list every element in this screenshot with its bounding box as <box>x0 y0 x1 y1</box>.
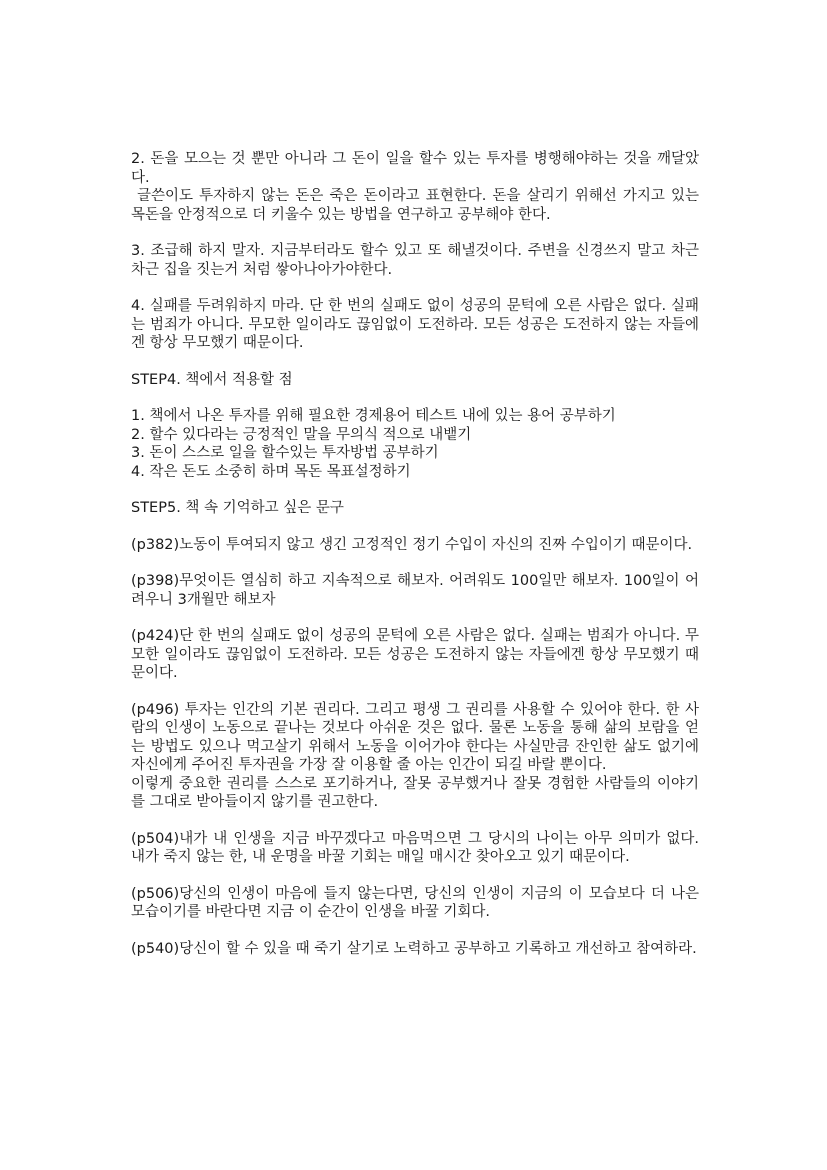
quote-p424: (p424)단 한 번의 실패도 없이 성공의 문턱에 오른 사람은 없다. 실패는 범죄가 아니다. 무모한 일이라도 끊임없이 도전하라. 모든 성공은 도전하지 않는 자들에겐 항상 무모했기 때문이다. <box>131 628 699 681</box>
lesson-item-3: 3. 조급해 하지 말자. 지금부터라도 할수 있고 또 해낼것이다. 주변을 신경쓰지 말고 차근차근 집을 짓는거 처럼 쌓아나아가야한다. <box>131 243 699 278</box>
step4-item-2: 2. 할수 있다라는 긍정적인 말을 무의식 적으로 내뱉기 <box>131 426 472 443</box>
quote-p540: (p540)당신이 할 수 있을 때 죽기 살기로 노력하고 공부하고 기록하고 개선하고 참여하라. <box>131 940 697 957</box>
quote-p496: (p496) 투자는 인간의 기본 권리다. 그리고 평생 그 권리를 사용할 수 있어야 한다. 한 사람의 인생이 노동으로 끝나는 것보다 아쉬운 것은 없다. 물론 노동을 통해 삶의 보람을 얻는 방법도 있으나 먹고살기 위해서 노동을 이어가야 한다는 사실만큼 잔인한 삶도 없기에 자신에게 주어진 투자권을 가장 잘 이용할 줄 아는 인간이 되길 바랄 뿐이다. <box>131 701 699 773</box>
step4-item-1: 1. 책에서 나온 투자를 위해 필요한 경제용어 테스트 내에 있는 용어 공부하기 <box>131 408 616 424</box>
quote-p382: (p382)노동이 투여되지 않고 생긴 고정적인 정기 수입이 자신의 진짜 수입이기 때문이다. <box>131 536 693 553</box>
step4-item-3: 3. 돈이 스스로 일을 할수있는 투자방법 공부하기 <box>131 445 439 461</box>
quote-p504: (p504)내가 내 인생을 지금 바꾸겠다고 마음먹으면 그 당시의 나이는 아무 의미가 없다. 내가 죽지 않는 한, 내 운명을 바꿀 기회는 매일 매시간 찾아오고 있기 때문이다. <box>131 830 699 865</box>
lesson-item-2-detail: 글쓴이도 투자하지 않는 돈은 죽은 돈이라고 표현한다. 돈을 살리기 위해선 가지고 있는 목돈을 안정적으로 더 키울수 있는 방법을 연구하고 공부해야 한다. <box>131 188 699 223</box>
document-body <box>131 150 699 958</box>
step4-item-4: 4. 작은 돈도 소중히 하며 목돈 목표설정하기 <box>131 463 411 480</box>
quote-p506: (p506)당신의 인생이 마음에 들지 않는다면, 당신의 인생이 지금의 이 모습보다 더 나은 모습이기를 바란다면 지금 이 순간이 인생을 바꿀 기회다. <box>131 885 699 920</box>
step4-heading: STEP4. 책에서 적용할 점 <box>131 371 293 388</box>
lesson-item-4: 4. 실패를 두려워하지 마라. 단 한 번의 실패도 없이 성공의 문턱에 오른 사람은 없다. 실패는 범죄가 아니다. 무모한 일이라도 끊임없이 도전하라. 모든 성공은 도전하지 않는 자들에겐 항상 무모했기 때문이다. <box>131 298 699 351</box>
lesson-item-2: 2. 돈을 모으는 것 뿐만 아니라 그 돈이 일을 할수 있는 투자를 병행해야하는 것을 깨달았다. <box>131 151 699 186</box>
quote-p496-continued: 이렇게 중요한 권리를 스스로 포기하거나, 잘못 공부했거나 잘못 경험한 사람들의 이야기를 그대로 받아들이지 않기를 권고한다. <box>131 775 699 810</box>
quote-p398: (p398)무엇이든 열심히 하고 지속적으로 해보자. 어려워도 100일만 해보자. 100일이 어려우니 3개월만 해보자 <box>131 573 699 608</box>
step5-heading: STEP5. 책 속 기억하고 싶은 문구 <box>131 500 344 516</box>
